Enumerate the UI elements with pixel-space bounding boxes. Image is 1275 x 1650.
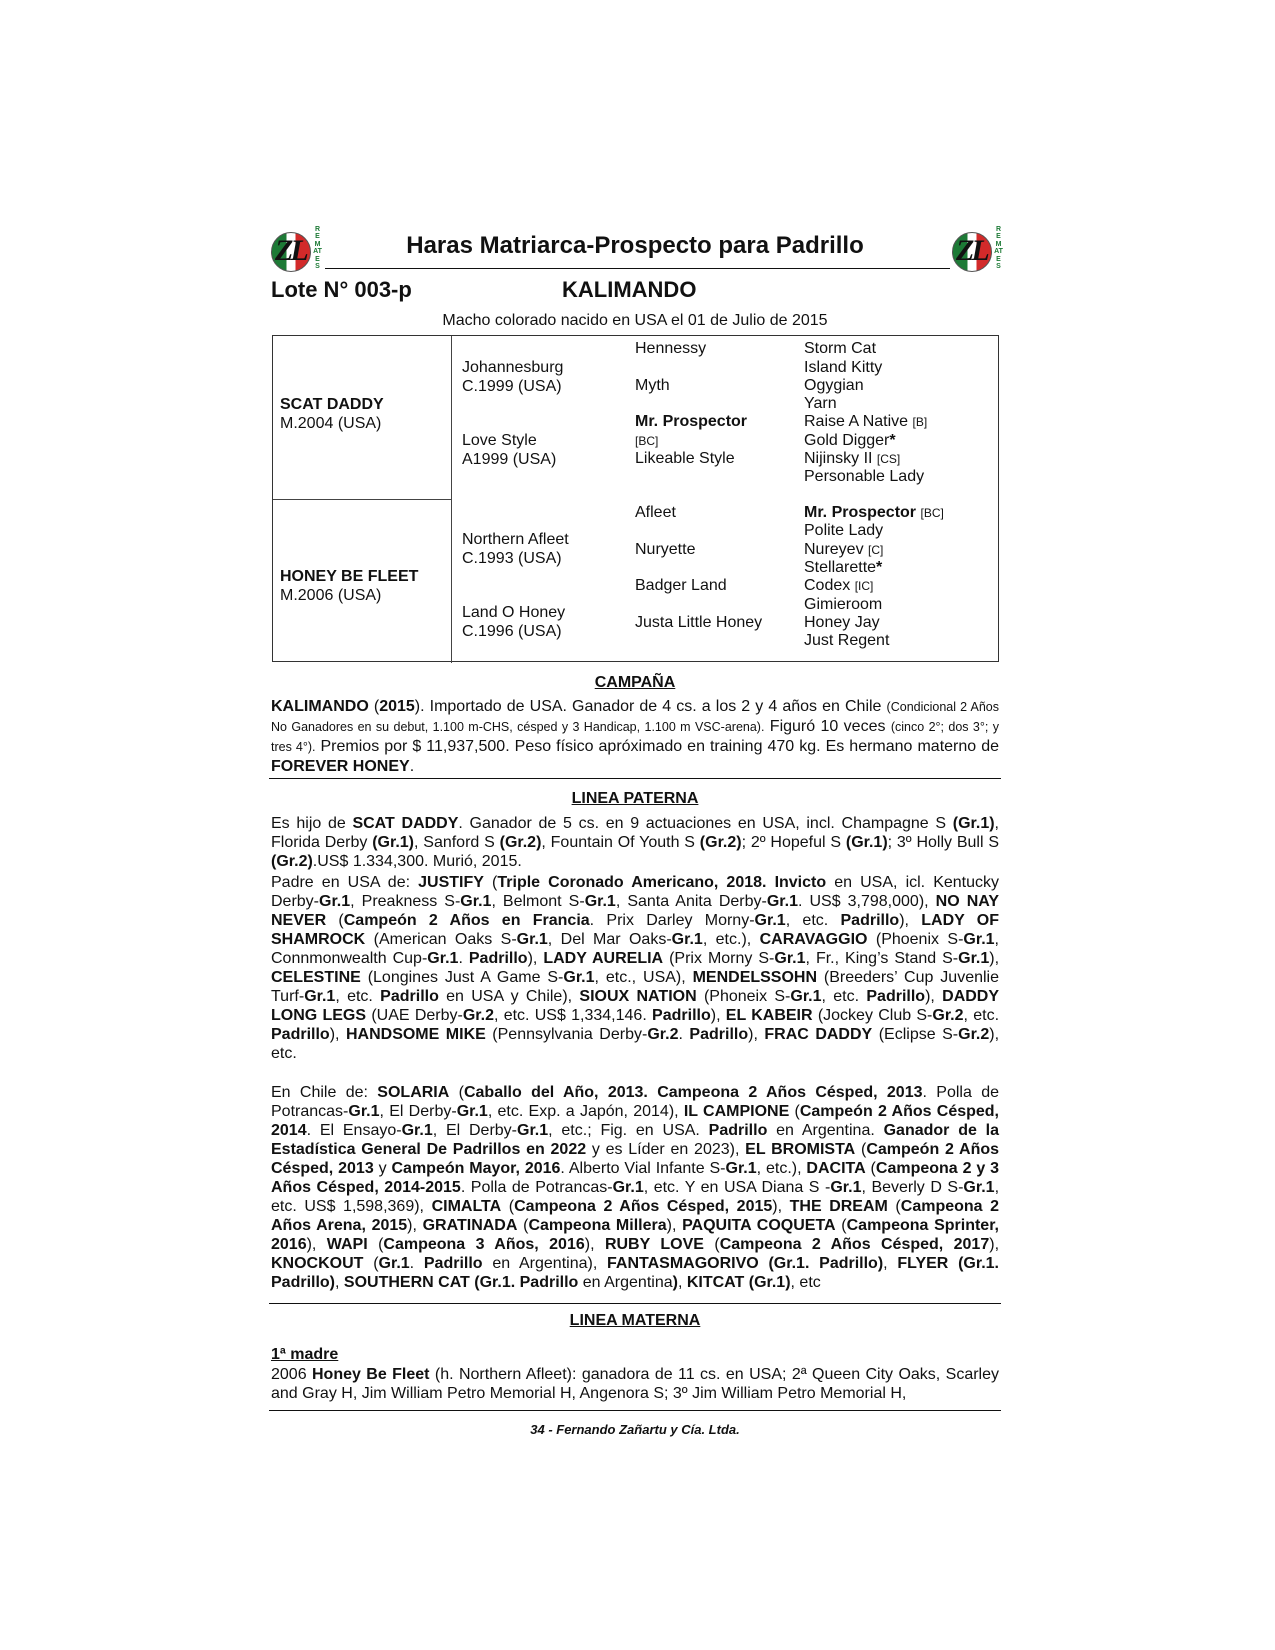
horse-description: Macho colorado nacido en USA el 01 de Julio de 2015	[442, 312, 828, 329]
footer-rule	[269, 1410, 1001, 1411]
grandsire-paternal: Johannesburg C.1999 (USA)	[462, 359, 564, 395]
pedigree-gen4: Codex [IC]	[804, 577, 874, 594]
pedigree-gen4: Storm Cat	[804, 340, 877, 357]
logo-letters: ZL	[956, 234, 987, 267]
materna-paragraph: 2006 Honey Be Fleet (h. Northern Afleet): ganadora de 11 cs. en USA; 2ª Queen City Oaks, Scarley and Gray H, Jim William Petro Memorial H, Angenora S; 3º Jim William Petro Memorial H,	[271, 1366, 999, 1402]
document-title: Haras Matriarca-Prospecto para Padrillo	[406, 232, 864, 259]
first-dam-heading: 1ª madre	[271, 1346, 339, 1363]
sire: SCAT DADDY M.2004 (USA)	[280, 396, 384, 432]
company-logo-left	[271, 226, 323, 274]
logo-vertical-text: REMATES	[994, 226, 1003, 271]
pedigree-gen4: Nureyev [C]	[804, 541, 884, 558]
pedigree-gen4: Island Kitty	[804, 359, 883, 376]
pedigree-gen3: Likeable Style	[635, 450, 735, 467]
logo-vertical-text: REMATES	[313, 226, 322, 271]
section-rule	[269, 778, 1001, 779]
pedigree-gen4: Personable Lady	[804, 468, 925, 485]
granddam-maternal: Land O Honey C.1996 (USA)	[462, 604, 566, 640]
grandsire-maternal: Northern Afleet C.1993 (USA)	[462, 531, 569, 567]
paterna-paragraph-sire: Es hijo de SCAT DADDY. Ganador de 5 cs. en 9 actuaciones en USA, incl. Champagne S (Gr.1), Florida Derby (Gr.1), Sanford S (Gr.2), Fountain Of Youth S (Gr.2); 2º Hopeful S (Gr.1); 3º Holly Bull S (Gr.2).US$ 1.334,300. Murió, 2015.	[271, 815, 1000, 870]
pedigree-gen4: Ogygian	[804, 377, 864, 394]
dam: HONEY BE FLEET M.2006 (USA)	[280, 568, 419, 604]
pedigree-gen4: Nijinsky II [CS]	[804, 450, 901, 467]
pedigree-gen3: Mr. Prospector [BC]	[635, 413, 748, 448]
granddam-paternal: Love Style A1999 (USA)	[462, 432, 557, 468]
pedigree-gen4: Mr. Prospector [BC]	[804, 504, 944, 521]
page-footer: 34 - Fernando Zañartu y Cía. Ltda.	[530, 1422, 740, 1437]
paterna-paragraph-usa: Padre en USA de: JUSTIFY (Triple Coronado Americano, 2018. Invicto en USA, icl. Kentucky Derby-Gr.1, Preakness S-Gr.1, Belmont S-Gr.1, Santa Anita Derby-Gr.1. US$ 3,798,000), NO NAY NEVER (Campeón 2 Años en Francia. Prix Darley Morny-Gr.1, etc. Padrillo), LADY OF SHAMROCK (American Oaks S-Gr.1, Del Mar Oaks-Gr.1, etc.), CARAVAGGIO (Phoenix S-Gr.1, Connmonwealth Cup-Gr.1. Padrillo), LADY AURELIA (Prix Morny S-Gr.1, Fr., King’s Stand S-Gr.1), CELESTINE (Longines Just A Game S-Gr.1, etc., USA), MENDELSSOHN (Breeders’ Cup Juvenlie Turf-Gr.1, etc. Padrillo en USA y Chile), SIOUX NATION (Phoneix S-Gr.1, etc. Padrillo), DADDY LONG LEGS (UAE Derby-Gr.2, etc. US$ 1,334,146. Padrillo), EL KABEIR (Jockey Club S-Gr.2, etc. Padrillo), HANDSOME MIKE (Pennsylvania Derby-Gr.2. Padrillo), FRAC DADDY (Eclipse S-Gr.2), etc.	[271, 874, 1000, 1062]
pedigree-gen3: Myth	[635, 377, 670, 394]
pedigree-gen4: Raise A Native [B]	[804, 413, 928, 430]
section-heading-materna: LINEA MATERNA	[569, 1312, 701, 1329]
pedigree-gen3: Hennessy	[635, 340, 707, 357]
pedigree-gen4: Just Regent	[804, 632, 890, 649]
pedigree-gen3: Afleet	[635, 504, 676, 521]
section-rule	[269, 1303, 1001, 1304]
pedigree-gen3: Nuryette	[635, 541, 696, 558]
logo-letters: ZL	[275, 234, 306, 267]
pedigree-gen4: Stellarette*	[804, 559, 883, 576]
horse-name: KALIMANDO	[562, 277, 697, 302]
pedigree-gen4: Honey Jay	[804, 614, 880, 631]
company-logo-right	[952, 226, 1004, 274]
section-heading-campana: CAMPAÑA	[594, 674, 676, 691]
pedigree-gen4: Yarn	[804, 395, 837, 412]
lot-number: Lote N° 003-p	[271, 277, 412, 302]
section-heading-paterna: LINEA PATERNA	[571, 790, 699, 807]
pedigree-gen3: Justa Little Honey	[635, 614, 763, 631]
title-rule	[325, 268, 950, 269]
pedigree-gen4: Gold Digger*	[804, 432, 896, 449]
pedigree-gen3: Badger Land	[635, 577, 727, 594]
pedigree-gen4: Gimieroom	[804, 596, 883, 613]
campana-paragraph: KALIMANDO (2015). Importado de USA. Ganador de 4 cs. a los 2 y 4 años en Chile (Condicional 2 Años No Ganadores en su debut, 1.100 m-CHS, césped y 3 Handicap, 1.100 m VSC-arena). Figuró 10 veces (cinco 2°; dos 3°; y tres 4°). Premios por $ 11,937,500. Peso físico apróximado en training 470 kg. Es hermano materno de FOREVER HONEY.	[271, 698, 1000, 775]
pedigree-column-line	[451, 336, 452, 663]
pedigree-gen4: Polite Lady	[804, 522, 884, 539]
pedigree-divider	[273, 499, 451, 500]
pedigree-table	[272, 335, 999, 662]
paterna-paragraph-chile: En Chile de: SOLARIA (Caballo del Año, 2013. Campeona 2 Años Césped, 2013. Polla de Potrancas-Gr.1, El Derby-Gr.1, etc. Exp. a Japón, 2014), IL CAMPIONE (Campeón 2 Años Césped, 2014. El Ensayo-Gr.1, El Derby-Gr.1, etc.; Fig. en USA. Padrillo en Argentina. Ganador de la Estadística General De Padrillos en 2022 y es Líder en 2023), EL BROMISTA (Campeón 2 Años Césped, 2013 y Campeón Mayor, 2016. Alberto Vial Infante S-Gr.1, etc.), DACITA (Campeona 2 y 3 Años Césped, 2014-2015. Polla de Potrancas-Gr.1, etc. Y en USA Diana S -Gr.1, Beverly D S-Gr.1, etc. US$ 1,598,369), CIMALTA (Campeona 2 Años Césped, 2015), THE DREAM (Campeona 2 Años Arena, 2015), GRATINADA (Campeona Millera), PAQUITA COQUETA (Campeona Sprinter, 2016), WAPI (Campeona 3 Años, 2016), RUBY LOVE (Campeona 2 Años Césped, 2017), KNOCKOUT (Gr.1. Padrillo en Argentina), FANTASMAGORIVO (Gr.1. Padrillo), FLYER (Gr.1. Padrillo), SOUTHERN CAT (Gr.1. Padrillo en Argentina), KITCAT (Gr.1), etc	[271, 1084, 1000, 1291]
